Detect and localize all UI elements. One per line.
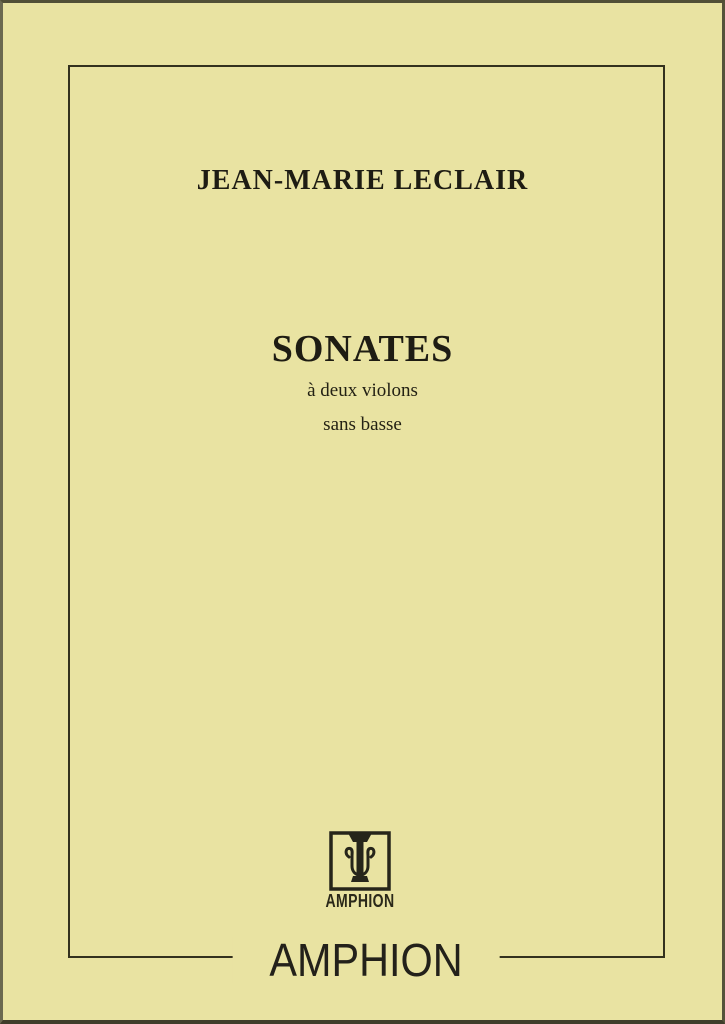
subtitle-instrumentation: à deux violons	[307, 380, 418, 401]
amphion-lyre-icon	[329, 831, 391, 891]
work-title: SONATES	[271, 328, 454, 370]
subtitle-bass: sans basse	[323, 414, 402, 435]
cover-border-frame	[68, 65, 665, 958]
publisher-wordmark	[233, 934, 500, 986]
publisher-wordmark-text: AMPHION	[269, 934, 463, 986]
publisher-logo-block	[315, 831, 405, 910]
composer-name: JEAN-MARIE LECLAIR	[196, 165, 529, 196]
publisher-logo-caption: AMPHION	[325, 891, 395, 911]
